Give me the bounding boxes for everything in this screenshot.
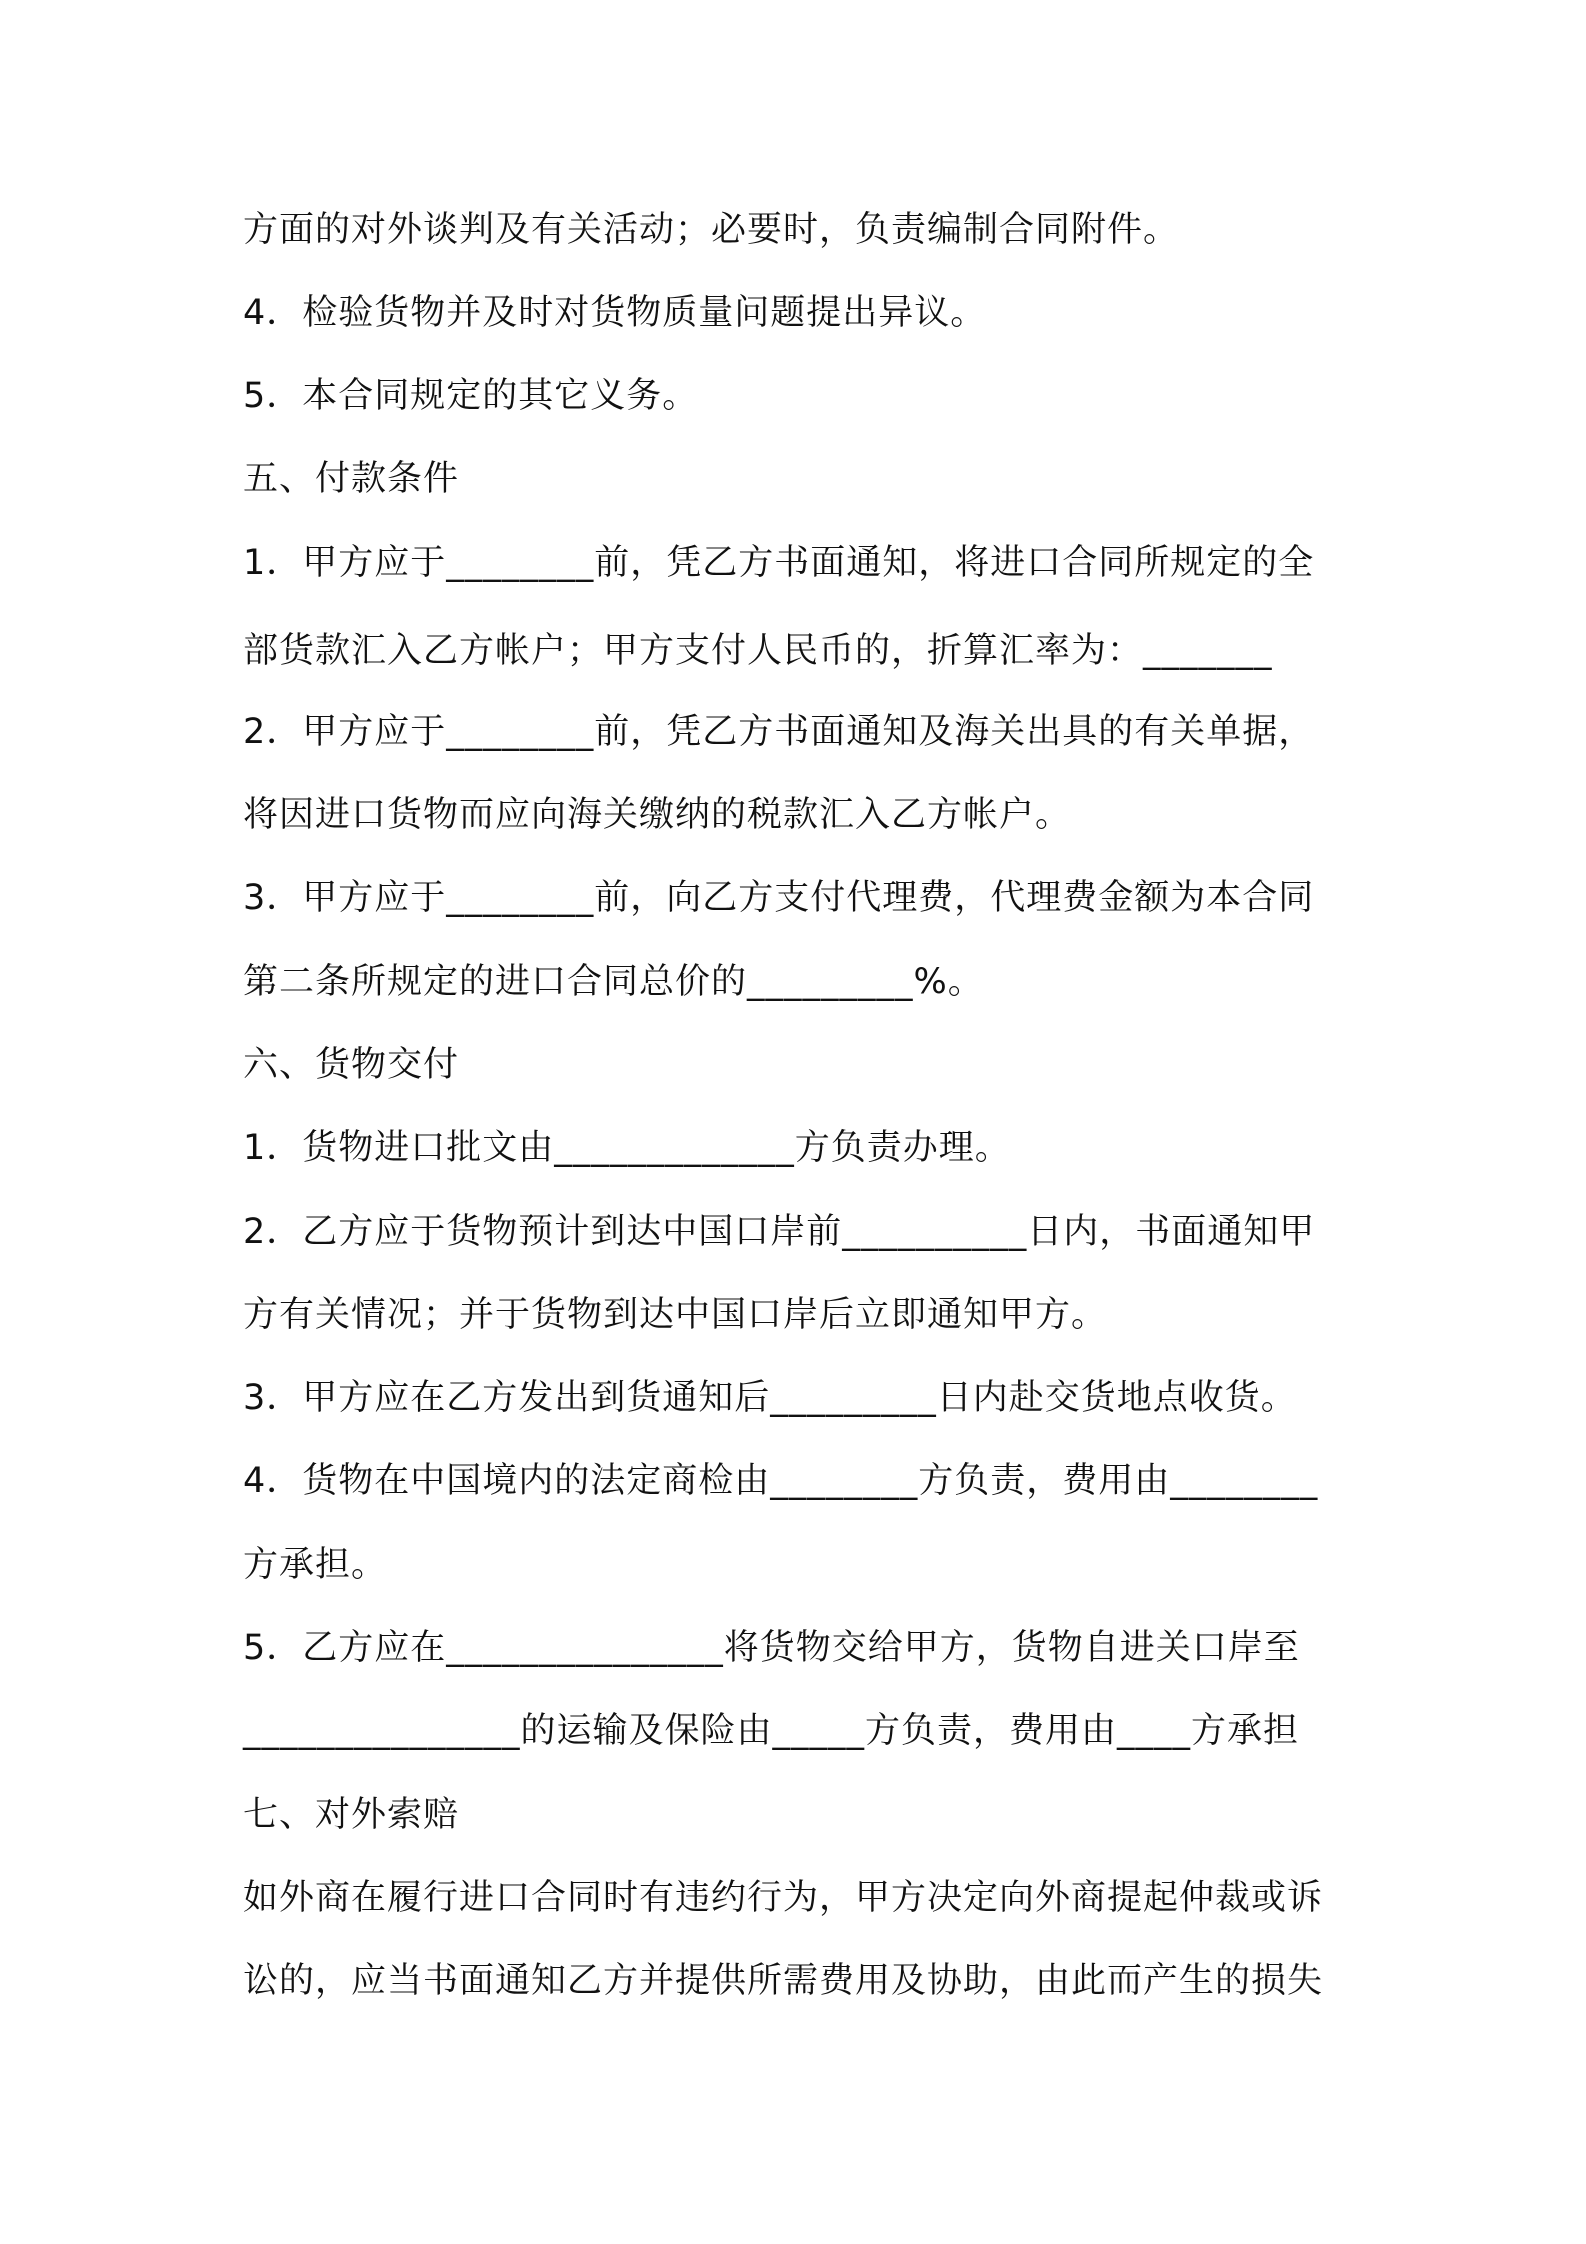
text-line: _______________的运输及保险由_____方负责，费用由____方承担 — [243, 1711, 1300, 1751]
section-heading: 五、付款条件 — [243, 459, 460, 499]
list-item: 4．检验货物并及时对货物质量问题提出异议。 — [243, 293, 987, 333]
list-item: 5．乙方应在_______________将货物交给甲方，货物自进关口岸至 — [243, 1628, 1300, 1668]
list-item: 5．本合同规定的其它义务。 — [243, 376, 699, 416]
text-line: 方面的对外谈判及有关活动；必要时，负责编制合同附件。 — [243, 210, 1180, 250]
text-line: 将因进口货物而应向海关缴纳的税款汇入乙方帐户。 — [243, 795, 1072, 835]
list-item: 3．甲方应于________前，向乙方支付代理费，代理费金额为本合同 — [243, 878, 1315, 918]
list-item: 4．货物在中国境内的法定商检由________方负责，费用由________ — [243, 1461, 1319, 1501]
text-line: 部货款汇入乙方帐户；甲方支付人民币的，折算汇率为：_______ — [243, 631, 1273, 671]
text-line: 方有关情况；并于货物到达中国口岸后立即通知甲方。 — [243, 1295, 1108, 1335]
list-item: 2．甲方应于________前，凭乙方书面通知及海关出具的有关单据， — [243, 712, 1315, 752]
section-heading: 七、对外索赔 — [243, 1795, 460, 1835]
section-heading: 六、货物交付 — [243, 1045, 460, 1085]
list-item: 3．甲方应在乙方发出到货通知后_________日内赴交货地点收货。 — [243, 1378, 1297, 1418]
list-item: 2．乙方应于货物预计到达中国口岸前__________日内，书面通知甲 — [243, 1212, 1316, 1252]
list-item: 1．货物进口批文由_____________方负责办理。 — [243, 1128, 1011, 1168]
text-line: 第二条所规定的进口合同总价的_________%。 — [243, 962, 984, 1002]
list-item: 1．甲方应于________前，凭乙方书面通知，将进口合同所规定的全 — [243, 543, 1315, 583]
text-line: 如外商在履行进口合同时有违约行为，甲方决定向外商提起仲裁或诉 — [243, 1878, 1324, 1918]
text-line: 讼的，应当书面通知乙方并提供所需费用及协助，由此而产生的损失 — [243, 1961, 1324, 2001]
text-line: 方承担。 — [243, 1545, 388, 1585]
